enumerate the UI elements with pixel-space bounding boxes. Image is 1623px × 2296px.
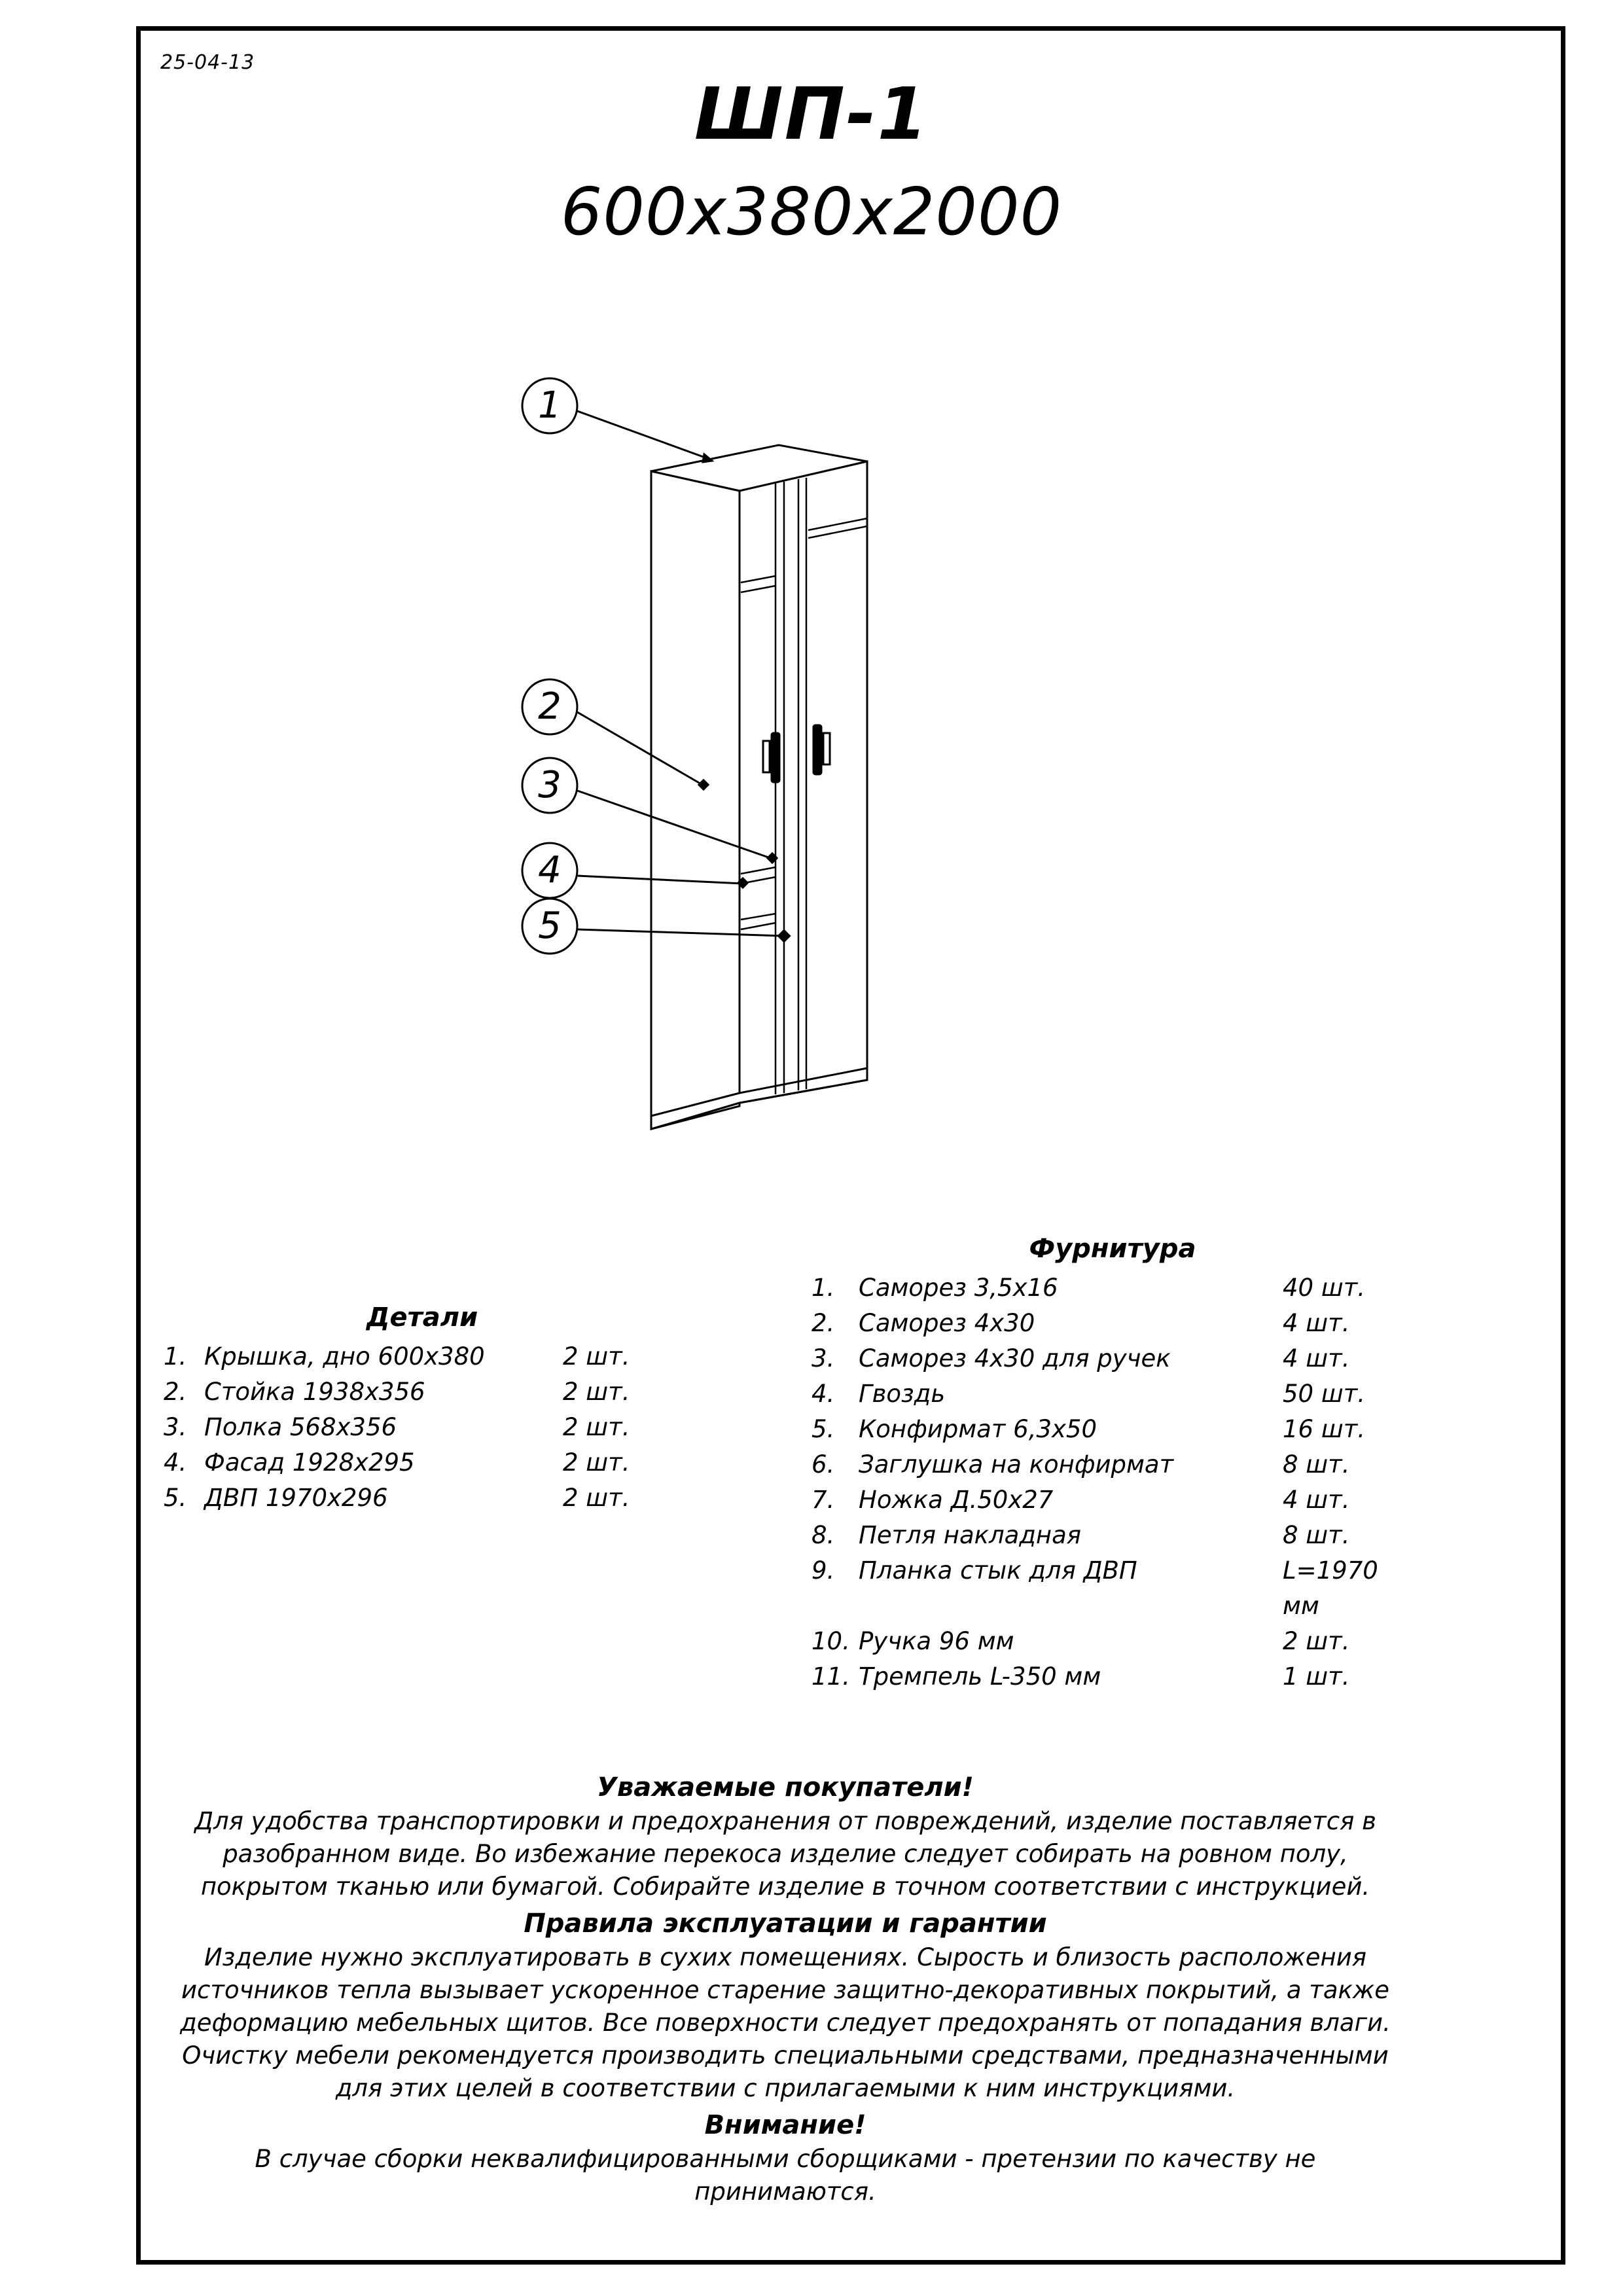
item-qty: 2 шт. [563,1484,630,1512]
item-number: 9. [812,1556,835,1585]
notes-heading-attention: Внимание! [704,2110,866,2140]
item-qty: 50 шт. [1283,1380,1366,1408]
item-number: 2. [164,1378,187,1406]
callout-label-5: 5 [538,905,562,947]
item-number: 1. [164,1342,187,1371]
callout-label-4: 4 [538,849,562,891]
notes-heading-rules: Правила эксплуатации и гарантии [524,1909,1047,1939]
callout-label-3: 3 [538,764,562,806]
list-item [812,1270,1414,1306]
item-number: 11. [812,1662,850,1691]
item-label: Крышка, дно 600х380 [204,1342,485,1371]
list-item [812,1341,1414,1376]
item-number: 4. [812,1380,835,1408]
item-qty: 4 шт. [1283,1344,1350,1372]
parts-items [164,1339,681,1516]
callout-label-2: 2 [538,685,562,728]
item-qty: 4 шт. [1283,1486,1350,1514]
list-item [812,1376,1414,1412]
notes-text-rules: Изделие нужно эксплуатировать в сухих помещениях. Сырость и близость расположения источников тепла вызывает ускоренное старение защитно-декоративных покрытий, а также деформацию мебельных щитов. Все поверхности следует предохранять от попадания влаги. Очистку мебели рекомендуется производить специальными средствами, предназначенными для этих целей в соответствии с прилагаемыми к ним инструкциями. [180,1943,1391,2102]
list-item [812,1447,1414,1482]
list-item [164,1410,681,1445]
parts-list-heading: Детали [366,1302,478,1333]
item-number: 7. [812,1486,835,1514]
item-number: 10. [812,1627,850,1655]
item-label: Конфирмат 6,3х50 [859,1415,1097,1443]
item-number: 5. [164,1484,187,1512]
item-number: 1. [812,1274,835,1302]
item-label: Стойка 1938х356 [204,1378,425,1406]
item-label: Планка стык для ДВП [859,1556,1137,1585]
item-number: 3. [812,1344,835,1372]
item-qty: 8 шт. [1283,1521,1350,1549]
list-item [812,1412,1414,1447]
item-number: 2. [812,1309,835,1337]
item-label: Полка 568х356 [204,1413,397,1441]
item-label: Саморез 4х30 для ручек [859,1344,1171,1372]
list-item [812,1553,1414,1624]
list-item [164,1480,681,1516]
list-item [812,1306,1414,1341]
callout-label-1: 1 [538,384,562,427]
list-item [164,1445,681,1480]
product-dimensions: 600х380х2000 [560,173,1063,250]
page-title: ШП-1 [694,72,929,156]
item-qty: 2 шт. [563,1413,630,1441]
item-label: Тремпель L-350 мм [859,1662,1101,1691]
item-label: Саморез 3,5х16 [859,1274,1058,1302]
item-qty: 2 шт. [563,1378,630,1406]
item-qty: 2 шт. [1283,1627,1350,1655]
notes-text-customers: Для удобства транспортировки и предохранения от повреждений, изделие поставляется в разобранном виде. Во избежание перекоса изделие следует собирать на ровном полу, покрытом тканью или бумагой. Собирайте изделие в точном соответствии с инструкцией. [194,1807,1376,1901]
item-label: ДВП 1970х296 [204,1484,388,1512]
revision-date: 25-04-13 [160,51,255,74]
item-label: Петля накладная [859,1521,1082,1549]
item-qty: 4 шт. [1283,1309,1350,1337]
item-qty: 2 шт. [563,1342,630,1371]
parts-list [164,1302,681,1516]
item-number: 4. [164,1448,187,1477]
item-number: 5. [812,1415,835,1443]
hardware-items [812,1270,1414,1695]
list-item [812,1482,1414,1518]
list-item [812,1659,1414,1695]
list-item [164,1339,681,1374]
item-qty: 8 шт. [1283,1450,1350,1479]
item-label: Саморез 4х30 [859,1309,1035,1337]
notes-section [167,1767,1404,2212]
item-label: Ручка 96 мм [859,1627,1014,1655]
item-qty: 1 шт. [1283,1662,1350,1691]
cabinet-body [651,445,867,1129]
item-label: Ножка Д.50х27 [859,1486,1054,1514]
list-item [812,1624,1414,1659]
notes-heading-customers: Уважаемые покупатели! [597,1772,974,1803]
item-number: 8. [812,1521,835,1549]
item-label: Фасад 1928х295 [204,1448,415,1477]
item-qty: 16 шт. [1283,1415,1366,1443]
item-number: 6. [812,1450,835,1479]
item-number: 3. [164,1413,187,1441]
list-item [164,1374,681,1410]
assembly-drawing [510,367,1099,1211]
hardware-list-heading: Фурнитура [1029,1234,1196,1264]
notes-text-attention: В случае сборки неквалифицированными сборщиками - претензии по качеству не принимаются. [255,2145,1316,2206]
hardware-list [812,1234,1414,1695]
item-qty: 2 шт. [563,1448,630,1477]
item-label: Заглушка на конфирмат [859,1450,1174,1479]
item-qty: 40 шт. [1283,1274,1366,1302]
item-qty: L=1970 мм [1283,1556,1378,1620]
item-label: Гвоздь [859,1380,946,1408]
list-item [812,1518,1414,1553]
